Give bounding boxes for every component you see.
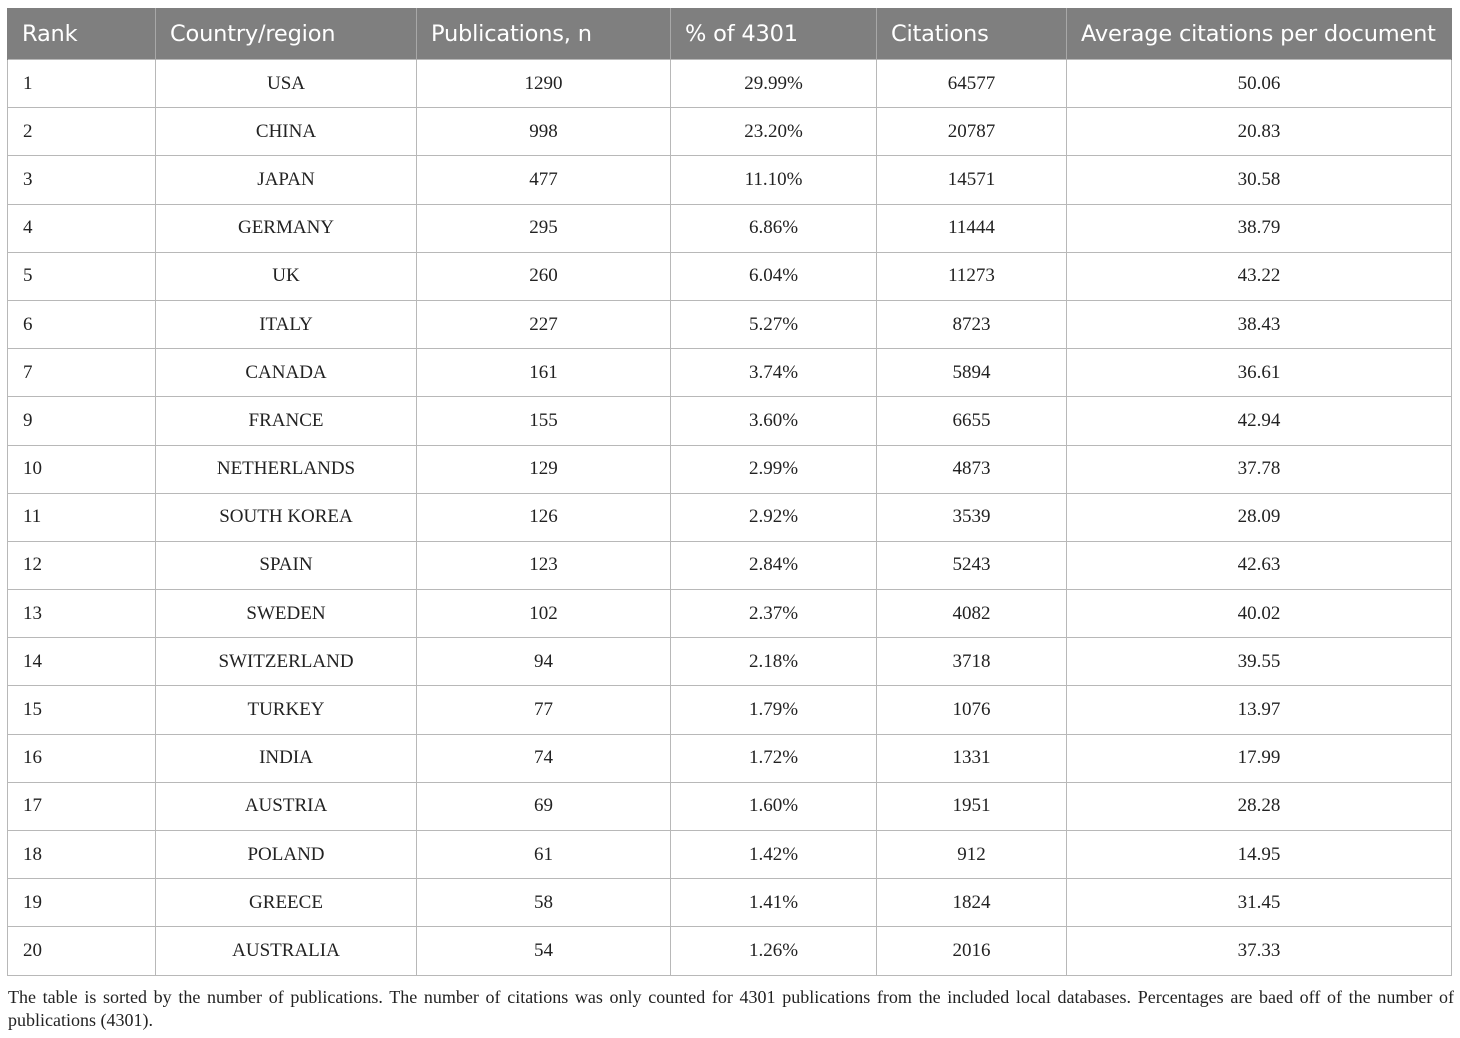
cell-rank: 7 [8, 349, 156, 397]
cell-publications: 161 [417, 349, 671, 397]
cell-citations: 5243 [877, 541, 1067, 589]
cell-average-citations: 36.61 [1067, 349, 1452, 397]
cell-publications: 69 [417, 782, 671, 830]
cell-country: UK [156, 252, 417, 300]
table-row [8, 252, 1452, 300]
cell-citations: 64577 [877, 60, 1067, 108]
cell-rank: 11 [8, 493, 156, 541]
cell-citations: 8723 [877, 300, 1067, 348]
column-header-publications: Publications, n [417, 8, 671, 60]
cell-rank: 19 [8, 879, 156, 927]
table-header [8, 8, 1452, 60]
cell-country: JAPAN [156, 156, 417, 204]
cell-rank: 18 [8, 831, 156, 879]
cell-country: SWITZERLAND [156, 638, 417, 686]
cell-citations: 1951 [877, 782, 1067, 830]
cell-rank: 6 [8, 300, 156, 348]
cell-percent: 23.20% [671, 108, 877, 156]
cell-citations: 6655 [877, 397, 1067, 445]
cell-percent: 1.60% [671, 782, 877, 830]
cell-average-citations: 38.79 [1067, 204, 1452, 252]
cell-average-citations: 42.94 [1067, 397, 1452, 445]
table-row [8, 782, 1452, 830]
cell-average-citations: 31.45 [1067, 879, 1452, 927]
cell-citations: 3539 [877, 493, 1067, 541]
table-row [8, 397, 1452, 445]
table-footnote: The table is sorted by the number of publications. The number of citations was only counted for 4301 publications from the included local databases. Percentages are baed off of the number of publications (4301). [8, 987, 1454, 1030]
cell-percent: 1.72% [671, 734, 877, 782]
cell-country: GREECE [156, 879, 417, 927]
cell-citations: 4873 [877, 445, 1067, 493]
cell-rank: 1 [8, 60, 156, 108]
cell-citations: 11444 [877, 204, 1067, 252]
cell-average-citations: 50.06 [1067, 60, 1452, 108]
cell-average-citations: 13.97 [1067, 686, 1452, 734]
cell-rank: 14 [8, 638, 156, 686]
cell-rank: 15 [8, 686, 156, 734]
cell-rank: 9 [8, 397, 156, 445]
cell-publications: 227 [417, 300, 671, 348]
cell-average-citations: 37.78 [1067, 445, 1452, 493]
country-publications-table [7, 8, 1452, 976]
cell-rank: 12 [8, 541, 156, 589]
cell-citations: 11273 [877, 252, 1067, 300]
cell-percent: 6.04% [671, 252, 877, 300]
cell-percent: 1.79% [671, 686, 877, 734]
cell-rank: 5 [8, 252, 156, 300]
cell-average-citations: 37.33 [1067, 927, 1452, 975]
table-row [8, 831, 1452, 879]
cell-percent: 6.86% [671, 204, 877, 252]
cell-citations: 20787 [877, 108, 1067, 156]
cell-percent: 2.92% [671, 493, 877, 541]
table-row [8, 879, 1452, 927]
cell-publications: 477 [417, 156, 671, 204]
cell-citations: 4082 [877, 590, 1067, 638]
column-header-average-citations: Average citations per document [1067, 8, 1452, 60]
cell-percent: 2.37% [671, 590, 877, 638]
cell-publications: 155 [417, 397, 671, 445]
cell-country: POLAND [156, 831, 417, 879]
cell-publications: 998 [417, 108, 671, 156]
cell-average-citations: 17.99 [1067, 734, 1452, 782]
cell-percent: 2.84% [671, 541, 877, 589]
cell-citations: 3718 [877, 638, 1067, 686]
cell-average-citations: 39.55 [1067, 638, 1452, 686]
table-row [8, 541, 1452, 589]
cell-country: USA [156, 60, 417, 108]
cell-rank: 20 [8, 927, 156, 975]
cell-rank: 13 [8, 590, 156, 638]
cell-rank: 17 [8, 782, 156, 830]
cell-publications: 58 [417, 879, 671, 927]
cell-percent: 3.60% [671, 397, 877, 445]
cell-average-citations: 28.28 [1067, 782, 1452, 830]
table-row [8, 590, 1452, 638]
cell-average-citations: 30.58 [1067, 156, 1452, 204]
cell-average-citations: 28.09 [1067, 493, 1452, 541]
table-row [8, 300, 1452, 348]
cell-citations: 1824 [877, 879, 1067, 927]
cell-publications: 295 [417, 204, 671, 252]
cell-publications: 102 [417, 590, 671, 638]
table-row [8, 108, 1452, 156]
table-row [8, 927, 1452, 975]
cell-publications: 74 [417, 734, 671, 782]
cell-average-citations: 43.22 [1067, 252, 1452, 300]
cell-rank: 16 [8, 734, 156, 782]
column-header-country: Country/region [156, 8, 417, 60]
cell-percent: 1.41% [671, 879, 877, 927]
header-row [8, 8, 1452, 60]
table-row [8, 445, 1452, 493]
cell-citations: 2016 [877, 927, 1067, 975]
cell-publications: 94 [417, 638, 671, 686]
cell-publications: 260 [417, 252, 671, 300]
cell-percent: 2.18% [671, 638, 877, 686]
cell-publications: 129 [417, 445, 671, 493]
cell-country: SOUTH KOREA [156, 493, 417, 541]
cell-country: CHINA [156, 108, 417, 156]
table-row [8, 204, 1452, 252]
cell-country: CANADA [156, 349, 417, 397]
cell-average-citations: 38.43 [1067, 300, 1452, 348]
table-row [8, 156, 1452, 204]
cell-percent: 29.99% [671, 60, 877, 108]
cell-percent: 2.99% [671, 445, 877, 493]
cell-percent: 1.42% [671, 831, 877, 879]
table-body [8, 60, 1452, 976]
cell-publications: 126 [417, 493, 671, 541]
table-row [8, 638, 1452, 686]
cell-publications: 54 [417, 927, 671, 975]
table-container [7, 8, 1451, 976]
table-row [8, 686, 1452, 734]
cell-publications: 77 [417, 686, 671, 734]
cell-rank: 10 [8, 445, 156, 493]
cell-country: TURKEY [156, 686, 417, 734]
cell-country: INDIA [156, 734, 417, 782]
cell-citations: 1331 [877, 734, 1067, 782]
cell-percent: 5.27% [671, 300, 877, 348]
cell-country: AUSTRIA [156, 782, 417, 830]
cell-citations: 5894 [877, 349, 1067, 397]
cell-citations: 14571 [877, 156, 1067, 204]
cell-percent: 1.26% [671, 927, 877, 975]
cell-average-citations: 14.95 [1067, 831, 1452, 879]
cell-publications: 1290 [417, 60, 671, 108]
column-header-percent: % of 4301 [671, 8, 877, 60]
table-row [8, 349, 1452, 397]
cell-country: GERMANY [156, 204, 417, 252]
column-header-rank: Rank [8, 8, 156, 60]
cell-country: FRANCE [156, 397, 417, 445]
cell-percent: 3.74% [671, 349, 877, 397]
column-header-citations: Citations [877, 8, 1067, 60]
cell-percent: 11.10% [671, 156, 877, 204]
cell-average-citations: 20.83 [1067, 108, 1452, 156]
cell-country: ITALY [156, 300, 417, 348]
cell-country: AUSTRALIA [156, 927, 417, 975]
cell-rank: 3 [8, 156, 156, 204]
cell-publications: 123 [417, 541, 671, 589]
cell-country: SWEDEN [156, 590, 417, 638]
table-row [8, 60, 1452, 108]
table-row [8, 493, 1452, 541]
cell-average-citations: 40.02 [1067, 590, 1452, 638]
cell-rank: 4 [8, 204, 156, 252]
cell-rank: 2 [8, 108, 156, 156]
table-row [8, 734, 1452, 782]
cell-average-citations: 42.63 [1067, 541, 1452, 589]
cell-citations: 1076 [877, 686, 1067, 734]
cell-citations: 912 [877, 831, 1067, 879]
cell-country: NETHERLANDS [156, 445, 417, 493]
cell-publications: 61 [417, 831, 671, 879]
cell-country: SPAIN [156, 541, 417, 589]
